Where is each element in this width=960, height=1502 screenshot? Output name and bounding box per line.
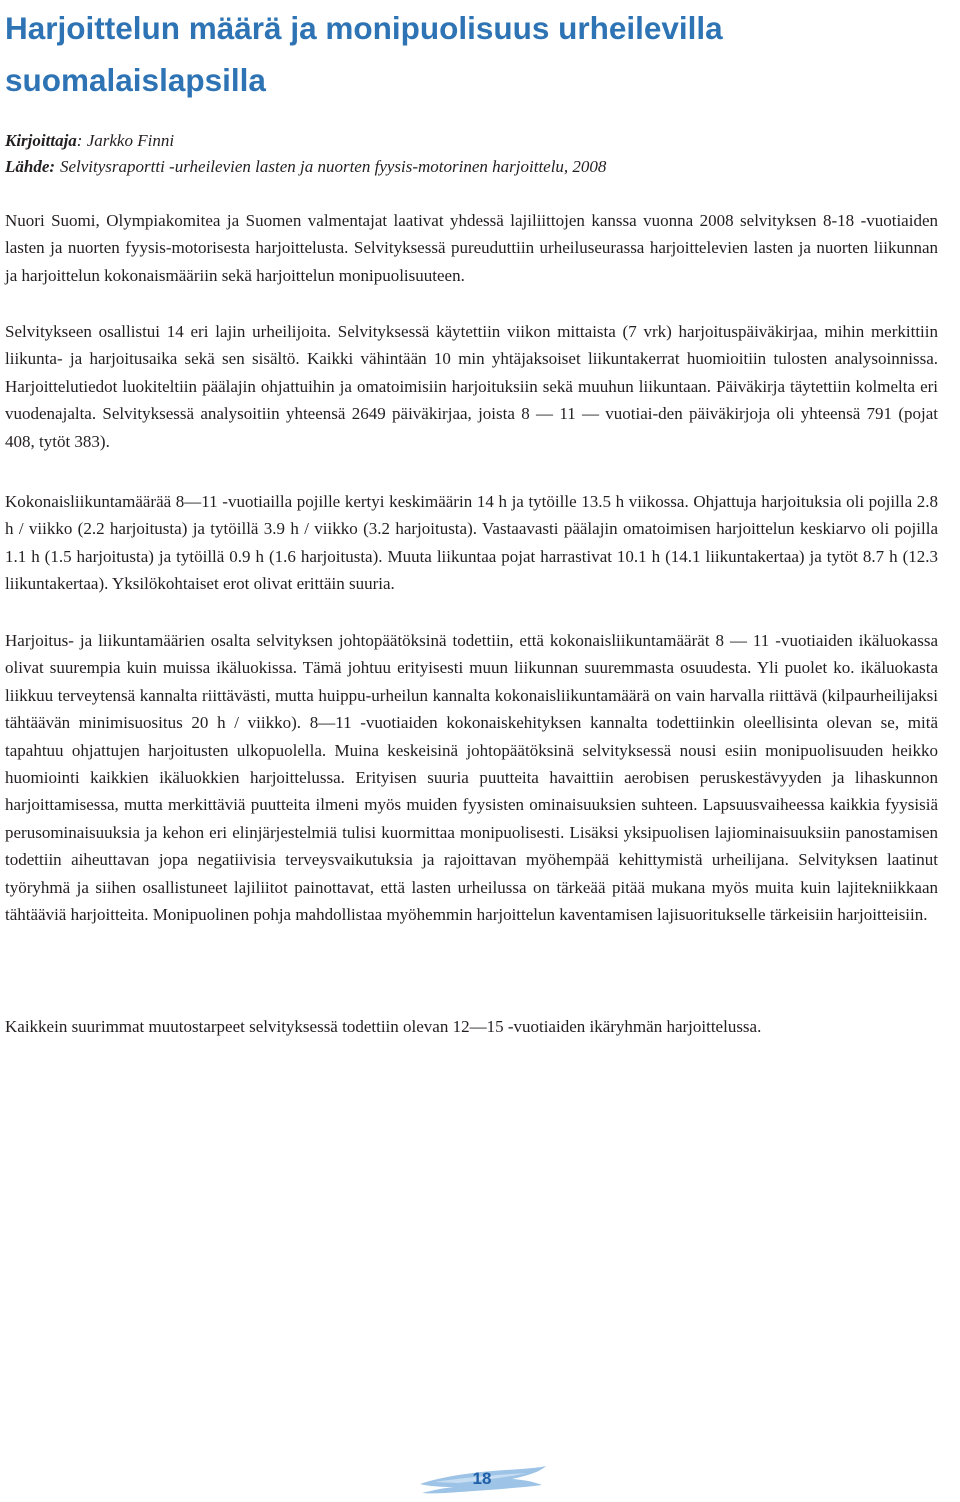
author-label: Kirjoittaja	[5, 131, 77, 150]
source-value: Selvitysraportti -urheilevien lasten ja nuorten fyysis-motorinen harjoittelu, 2008	[59, 157, 607, 176]
paragraph-final: Kaikkein suurimmat muutostarpeet selvityksessä todettiin olevan 12—15 -vuotiaiden ikäryhmän harjoittelussa.	[5, 1017, 762, 1036]
source-label: Lähde:	[5, 157, 56, 176]
author-line: Kirjoittaja: Jarkko Finni	[5, 131, 175, 150]
page-number: 18	[472, 1469, 492, 1488]
article-title: Harjoittelun määrä ja monipuolisuus urheilevilla suomalaislapsilla	[5, 10, 723, 98]
paragraph-conclusions: Harjoitus- ja liikuntamäärien osalta selvityksen johtopäätöksinä todettiin, että kokonaisliikuntamäärät 8 — 11 -vuotiaiden ikäluokassa olivat suurempia kuin muissa ikäluokissa. Tämä johtuu erityisesti muun liikunnan suuremmasta osuudesta. Yli puolet ko. ikäluokasta liikkuu terveytensä kannalta riittävästi, mutta huippu-urheilun kannalta kokonaisliikuntamäärä on vain harvalla riittävä (kilpaurheilijaksi tähtäävän minimisuositus 20 h / viikko). 8—11 -vuotiaiden kokonaiskehityksen kannalta todettiinkin oleellisinta olevan se, mitä tapahtuu ohjattujen harjoitusten ulkopuolella. Muina keskeisinä johtopäätöksinä selvityksessä nousi esiin monipuolisuuden heikko huomiointi kaikkien ikäluokkien harjoittelussa. Erityisen suuria puutteita havaittiin aerobisen peruskestävyyden ja lihaskunnon harjoittamisessa, mutta merkittäviä puutteita ilmeni myös muiden fyysisten ominaisuuksien suhteen. Lapsuusvaiheessa kaikkia fyysisiä perusominaisuuksia ja kehon eri elinjärjestelmiä tulisi kuormittaa monipuolisesti. Lisäksi yksipuolisen lajiominaisuuksiin panostamisen todettiin aiheuttavan jopa negatiivisia terveysvaikutuksia ja rajoittavan myöhempää kehittymistä urheilijana. Selvityksen laatinut työryhmä ja siihen osallistuneet lajiliitot painottavat, että lasten urheilussa on tärkeää pitää mukana myös muita kuin lajitekniikkaan tähtääviä harjoitteita. Monipuolinen pohja mahdollistaa myöhemmin harjoittelun kaventamisen lajisuoritukselle tärkeisiin harjoitteisiin.	[5, 631, 938, 925]
author-name: Jarkko Finni	[86, 131, 175, 150]
paragraph-results: Kokonaisliikuntamäärää 8—11 -vuotiailla pojille kertyi keskimäärin 14 h ja tytöille 13.5 h viikossa. Ohjattuja harjoituksia oli pojilla 2.8 h / viikko (2.2 harjoitusta) ja tytöillä 3.9 h / viikko (3.2 harjoitusta). Vastaavasti päälajin omatoimisen harjoittelun keskiarvo oli pojilla 1.1 h (1.5 harjoitusta) ja tytöillä 0.9 h (1.6 harjoitusta). Muuta liikuntaa pojat harrastivat 10.1 h (14.1 liikuntakertaa) ja tytöt 8.7 h (12.3 liikuntakertaa). Yksilökohtaiset erot olivat erittäin suuria.	[5, 492, 938, 594]
paragraph-method: Selvitykseen osallistui 14 eri lajin urheilijoita. Selvityksessä käytettiin viikon mittaista (7 vrk) harjoituspäiväkirjaa, mihin merkittiin liikunta- ja harjoitusaika sekä sen sisältö. Kaikki vähintään 10 min yhtäjaksoiset liikuntakerrat huomioitiin tulosten analysoinnissa. Harjoittelutiedot luokiteltiin päälajin ohjattuihin ja omatoimisiin harjoituksiin sekä muuhun liikuntaan. Päiväkirja täytettiin kolmelta eri vuodenajalta. Selvityksessä analysoitiin yhteensä 2649 päiväkirjaa, joista 8 — 11 — vuotiai-den päiväkirjoja oli yhteensä 791 (pojat 408, tytöt 383).	[5, 322, 938, 451]
source-line	[5, 154, 945, 180]
page-number-badge	[414, 1460, 550, 1500]
paragraph-intro: Nuori Suomi, Olympiakomitea ja Suomen valmentajat laativat yhdessä lajiliittojen kanssa vuonna 2008 selvityksen 8-18 -vuotiaiden lasten ja nuorten fyysis-motorisesta harjoittelusta. Selvityksessä pureuduttiin urheiluseurassa harjoittelevien lasten ja nuorten liikunnan ja harjoittelun kokonaismääriin sekä harjoittelun monipuolisuuteen.	[5, 211, 938, 285]
